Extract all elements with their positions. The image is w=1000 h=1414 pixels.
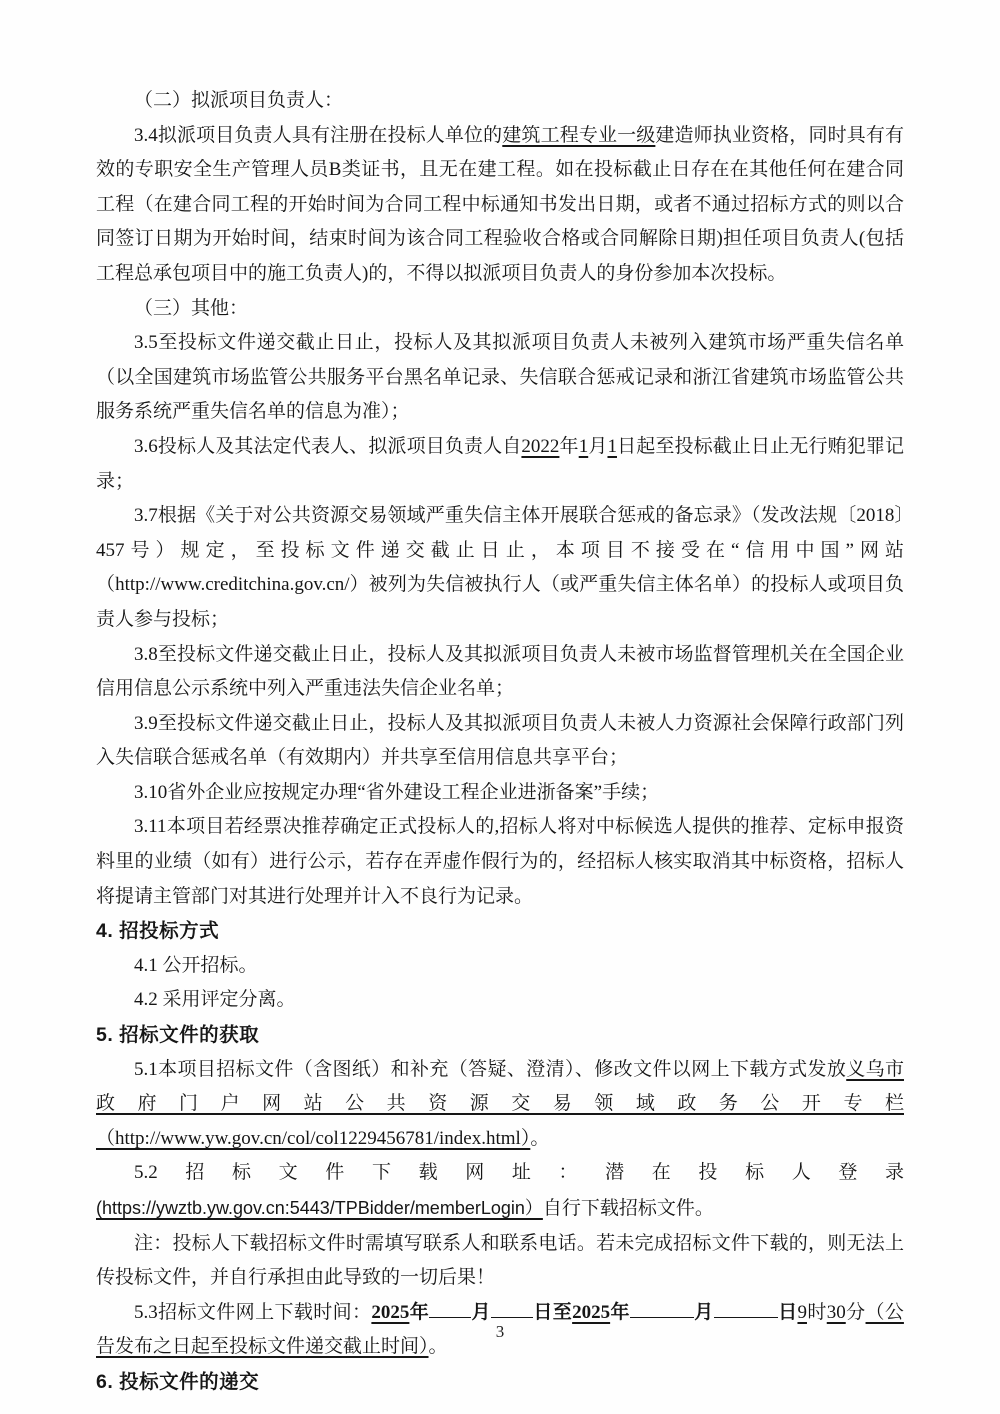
text-run: 5.2招标文件下载网址：潜在投标人登录 bbox=[134, 1162, 904, 1184]
underlined-text: 义乌市政府门户网站公共资源交易领域政务公开专栏（http://www.yw.gov.cn/col/col1229456781/index.html） bbox=[96, 1058, 904, 1149]
text-run: 3.5至投标文件递交截止日止，投标人及其拟派项目负责人未被列入建筑市场严重失信名单（以全国建筑市场监管公共服务平台黑名单记录、失信联合惩戒记录和浙江省建筑市场监管公共服务系统严重失信名单的信息为准）； bbox=[96, 332, 904, 423]
text-run: 3.7根据《关于对公共资源交易领域严重失信主体开展联合惩戒的备忘录》（发改法规〔2018〕457号）规定，至投标文件递交截止日止，本项目不接受在“信用中国”网站（http://www.creditchina.gov.cn/）被列为失信被执行人（或严重失信主体名单）的投标人或项目负责人参与投标； bbox=[96, 505, 904, 630]
underlined-text: 1 bbox=[578, 435, 589, 457]
clause-5-1 bbox=[96, 1053, 904, 1157]
clause-4-2 bbox=[96, 983, 904, 1018]
text-run: （二）拟派项目负责人： bbox=[134, 90, 344, 111]
text-run: 5. 招标文件的获取 bbox=[96, 1024, 260, 1047]
text-run: 5.1本项目招标文件（含图纸）和补充（答疑、澄清）、修改文件以网上下载方式发放 bbox=[134, 1058, 847, 1080]
text-run: 。 bbox=[428, 1336, 448, 1358]
underlined-text: 2022 bbox=[521, 435, 560, 457]
text-run: 注：投标人下载招标文件时需填写联系人和联系电话。若未完成招标文件下载的，则无法上传投标文件，并自行承担由此导致的一切后果！ bbox=[96, 1232, 904, 1289]
text-run: 。 bbox=[530, 1127, 550, 1149]
underlined-text: 1 bbox=[607, 435, 617, 457]
underlined-text: 30 bbox=[826, 1301, 846, 1323]
fill-in-blank bbox=[429, 1298, 471, 1318]
text-run: 4. 招投标方式 bbox=[96, 920, 220, 943]
clause-3-6 bbox=[96, 430, 904, 499]
page-number: 3 bbox=[495, 1322, 505, 1341]
text-run: 日起至投标截止日止无行贿犯罪记录； bbox=[96, 435, 904, 492]
text-run: 建造师执业资格，同时具有有效的专职安全生产管理人员B类证书，且无在建工程。如在投标截止日存在在其他任何在建合同工程（在建合同工程的开始时间为合同工程中标通知书发出日期，或者不通过招标方式的则以合同签订日期为开始时间，结束时间为该合同工程验收合格或合同解除日期)担任项目负责人(包括工程总承包项目中的施工负责人)的，不得以拟派项目负责人的身份参加本次投标。 bbox=[96, 124, 904, 284]
text-run: 5.3招标文件网上下载时间： bbox=[134, 1301, 372, 1323]
clause-4-1 bbox=[96, 949, 904, 984]
clause-3-7 bbox=[96, 499, 904, 637]
underlined-text: （公告发布之日起至投标文件递交截止时间） bbox=[96, 1301, 904, 1358]
clause-3-8 bbox=[96, 638, 904, 707]
download-note bbox=[96, 1227, 904, 1296]
underlined-text: 2025 bbox=[572, 1301, 611, 1323]
text-run: 3.6投标人及其法定代表人、拟派项目负责人自 bbox=[134, 435, 522, 457]
text-run: 3.11本项目若经票决推荐确定正式投标人的,招标人将对中标候选人提供的推荐、定标申报资料里的业绩（如有）进行公示，若存在弄虚作假行为的，经招标人核实取消其中标资格，招标人将提请主管部门对其进行处理并计入不良行为记录。 bbox=[96, 816, 904, 907]
text-run: 3.9至投标文件递交截止日止，投标人及其拟派项目负责人未被人力资源社会保障行政部门列入失信联合惩戒名单（有效期内）并共享至信用信息共享平台； bbox=[96, 712, 904, 769]
section-heading-6 bbox=[96, 1365, 904, 1400]
underlined-text: 建筑工程专业一级 bbox=[502, 124, 656, 146]
text-run: 日 bbox=[532, 1301, 553, 1323]
clause-3-11 bbox=[96, 810, 904, 914]
document-body bbox=[96, 84, 904, 1400]
section-heading-4 bbox=[96, 914, 904, 949]
underlined-text: (https://ywztb.yw.gov.cn:5443/TPBidder/memberLogin） bbox=[96, 1198, 543, 1218]
underlined-text: 2025 bbox=[371, 1301, 410, 1323]
text-run: 日 bbox=[777, 1301, 798, 1323]
text-run: 月 bbox=[588, 435, 608, 457]
text-run: （三）其他： bbox=[134, 297, 249, 319]
fill-in-blank bbox=[630, 1298, 694, 1318]
clause-3-9 bbox=[96, 707, 904, 776]
section-heading-5 bbox=[96, 1018, 904, 1053]
clause-3-4 bbox=[96, 119, 904, 292]
text-run: 至 bbox=[552, 1301, 573, 1323]
fill-in-blank bbox=[491, 1298, 533, 1318]
text-run: 月 bbox=[693, 1301, 714, 1323]
text-run: 分 bbox=[845, 1301, 866, 1323]
subsection-label-2 bbox=[96, 84, 904, 119]
clause-5-2 bbox=[96, 1156, 904, 1226]
text-run: 3.4拟派项目负责人具有注册在投标人单位的 bbox=[134, 124, 503, 146]
clause-3-5 bbox=[96, 326, 904, 430]
text-run: 时 bbox=[806, 1301, 827, 1323]
clause-3-10 bbox=[96, 776, 904, 811]
text-run: 4.1 公开招标。 bbox=[134, 954, 258, 976]
text-run: 6. 投标文件的递交 bbox=[96, 1370, 260, 1393]
text-run: 自行下载招标文件。 bbox=[542, 1198, 714, 1219]
text-run: 年 bbox=[610, 1301, 630, 1323]
text-run: 3.10省外企业应按规定办理“省外建设工程企业进浙备案”手续； bbox=[134, 781, 660, 803]
text-run: 3.8至投标文件递交截止日止，投标人及其拟派项目负责人未被市场监督管理机关在全国企业信用信息公示系统中列入严重违法失信企业名单； bbox=[96, 643, 904, 700]
text-run: 4.2 采用评定分离。 bbox=[134, 989, 296, 1011]
fill-in-blank bbox=[714, 1298, 778, 1318]
subsection-label-3 bbox=[96, 292, 904, 327]
text-run: 月 bbox=[471, 1301, 491, 1323]
underlined-text: 9 bbox=[797, 1301, 807, 1323]
text-run: 年 bbox=[559, 435, 579, 457]
text-run: 年 bbox=[409, 1301, 430, 1323]
